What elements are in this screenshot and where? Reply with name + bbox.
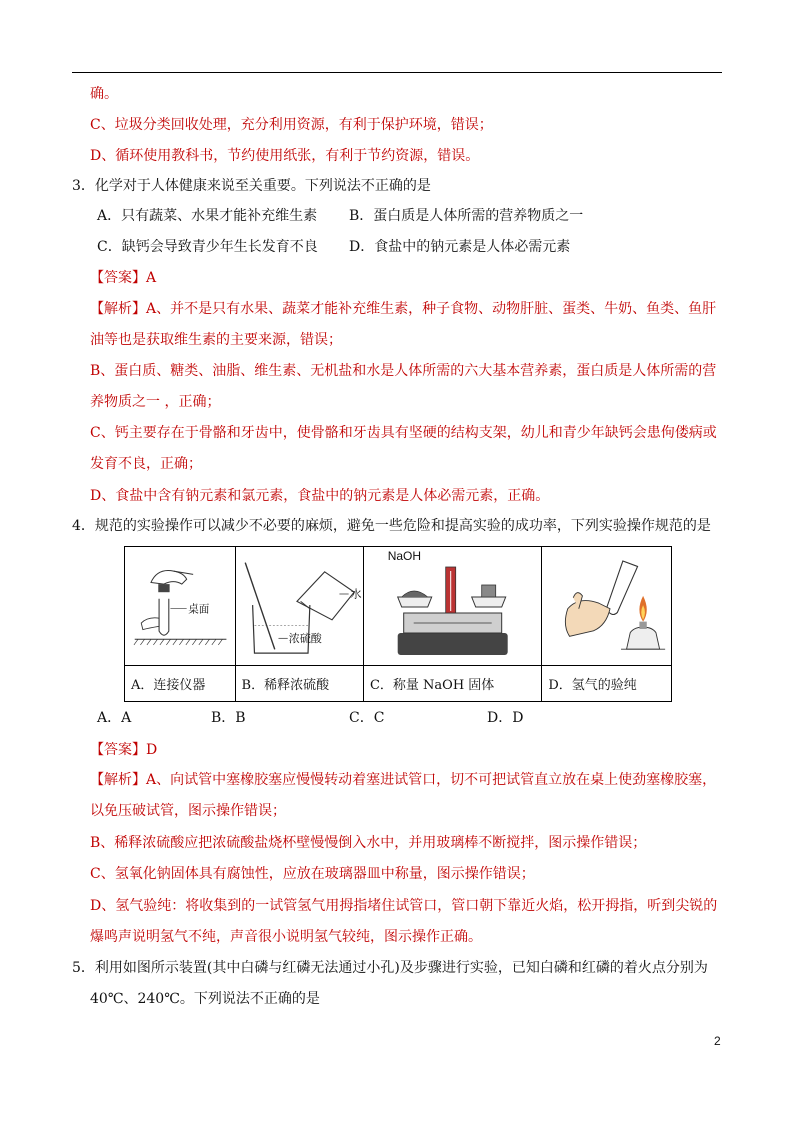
figure-caption-c: C．称量 NaOH 固体: [363, 666, 541, 702]
question-3-option-c: C．缺钙会导致青少年生长发育不良: [97, 239, 318, 255]
question-4-option-b: B．B: [211, 710, 246, 726]
question-4-stem: 4．规范的实验操作可以减少不必要的麻烦，避免一些危险和提高实验的成功率，下列实验操作规范的是: [72, 518, 711, 534]
figure-caption-b: B．稀释浓硫酸: [235, 666, 363, 702]
analysis-line: 油等也是获取维生素的主要来源，错误；: [90, 332, 342, 348]
analysis-line: D、食盐中含有钠元素和氯元素，食盐中的钠元素是人体必需元素，正确。: [90, 488, 550, 504]
figure-a: [125, 547, 236, 666]
balance-illustration: [364, 547, 541, 665]
figure-caption-d: D．氢气的验纯: [542, 666, 672, 702]
analysis-line: D、氢气验纯：将收集到的一试管氢气用拇指堵住试管口，管口朝下靠近火焰，松开拇指，听到尖锐的: [90, 898, 718, 914]
figure-caption-a: A．连接仪器: [125, 666, 236, 702]
analysis-line: 【解析】A、向试管中塞橡胶塞应慢慢转动着塞进试管口，切不可把试管直立放在桌上使劲塞橡胶塞，: [90, 772, 717, 788]
answer-3: 【答案】A: [90, 270, 157, 286]
question-3-stem: 3．化学对于人体健康来说至关重要。下列说法不正确的是: [72, 178, 431, 194]
header-rule: [72, 72, 722, 73]
analysis-line: C、钙主要存在于骨骼和牙齿中，使骨骼和牙齿具有坚硬的结构支架，幼儿和青少年缺钙会患佝偻病或: [90, 425, 717, 441]
question-3-option-d: D．食盐中的钠元素是人体必需元素: [349, 239, 571, 255]
question-4-option-a: A．A: [97, 710, 132, 726]
question-5-stem-cont: 40℃、240℃。下列说法不正确的是: [90, 991, 320, 1007]
analysis-line: 养物质之一 ，正确；: [90, 394, 221, 410]
question-3-option-a: A．只有蔬菜、水果才能补充维生素: [97, 208, 318, 224]
answer-4: 【答案】D: [90, 742, 158, 758]
hydrogen-test-illustration: [542, 547, 671, 665]
analysis-line: 发育不良，正确；: [90, 456, 202, 472]
stopper-tube-illustration: [125, 547, 235, 665]
label-naoh: NaOH: [387, 549, 421, 563]
dilute-acid-illustration: [236, 547, 363, 665]
question-3-option-b: B．蛋白质是人体所需的营养物质之一: [349, 208, 584, 224]
label-desk: 桌面: [188, 603, 210, 616]
figure-c: [363, 547, 541, 666]
analysis-line: B、稀释浓硫酸应把浓硫酸盐烧杯壁慢慢倒入水中，并用玻璃棒不断搅拌，图示操作错误；: [90, 835, 647, 851]
text-line: 确。: [90, 86, 118, 102]
label-acid: 浓硫酸: [288, 632, 322, 646]
question-4-option-d: D．D: [487, 710, 524, 726]
analysis-line: C、氢氧化钠固体具有腐蚀性，应放在玻璃器皿中称量，图示操作错误；: [90, 866, 535, 882]
analysis-line: 爆鸣声说明氢气不纯，声音很小说明氢气较纯，图示操作正确。: [90, 929, 482, 945]
experiment-figure-table: [124, 546, 672, 702]
text-line: D、循环使用教科书，节约使用纸张，有利于节约资源，错误。: [90, 148, 480, 164]
analysis-line: B、蛋白质、糖类、油脂、维生素、无机盐和水是人体所需的六大基本营养素，蛋白质是人体所需的营: [90, 363, 717, 379]
question-5-stem: 5．利用如图所示装置(其中白磷与红磷无法通过小孔)及步骤进行实验，已知白磷和红磷的着火点分别为: [72, 960, 708, 976]
figure-b: [235, 547, 363, 666]
analysis-line: 以免压破试管，图示操作错误；: [90, 803, 286, 819]
figure-d: [542, 547, 672, 666]
label-water: 水: [350, 587, 362, 601]
page-number: 2: [714, 1034, 721, 1048]
text-line: C、垃圾分类回收处理，充分利用资源，有利于保护环境，错误；: [90, 117, 493, 133]
question-4-option-c: C．C: [349, 710, 385, 726]
analysis-line: 【解析】A、并不是只有水果、蔬菜才能补充维生素，种子食物、动物肝脏、蛋类、牛奶、鱼类、鱼肝: [90, 301, 717, 317]
